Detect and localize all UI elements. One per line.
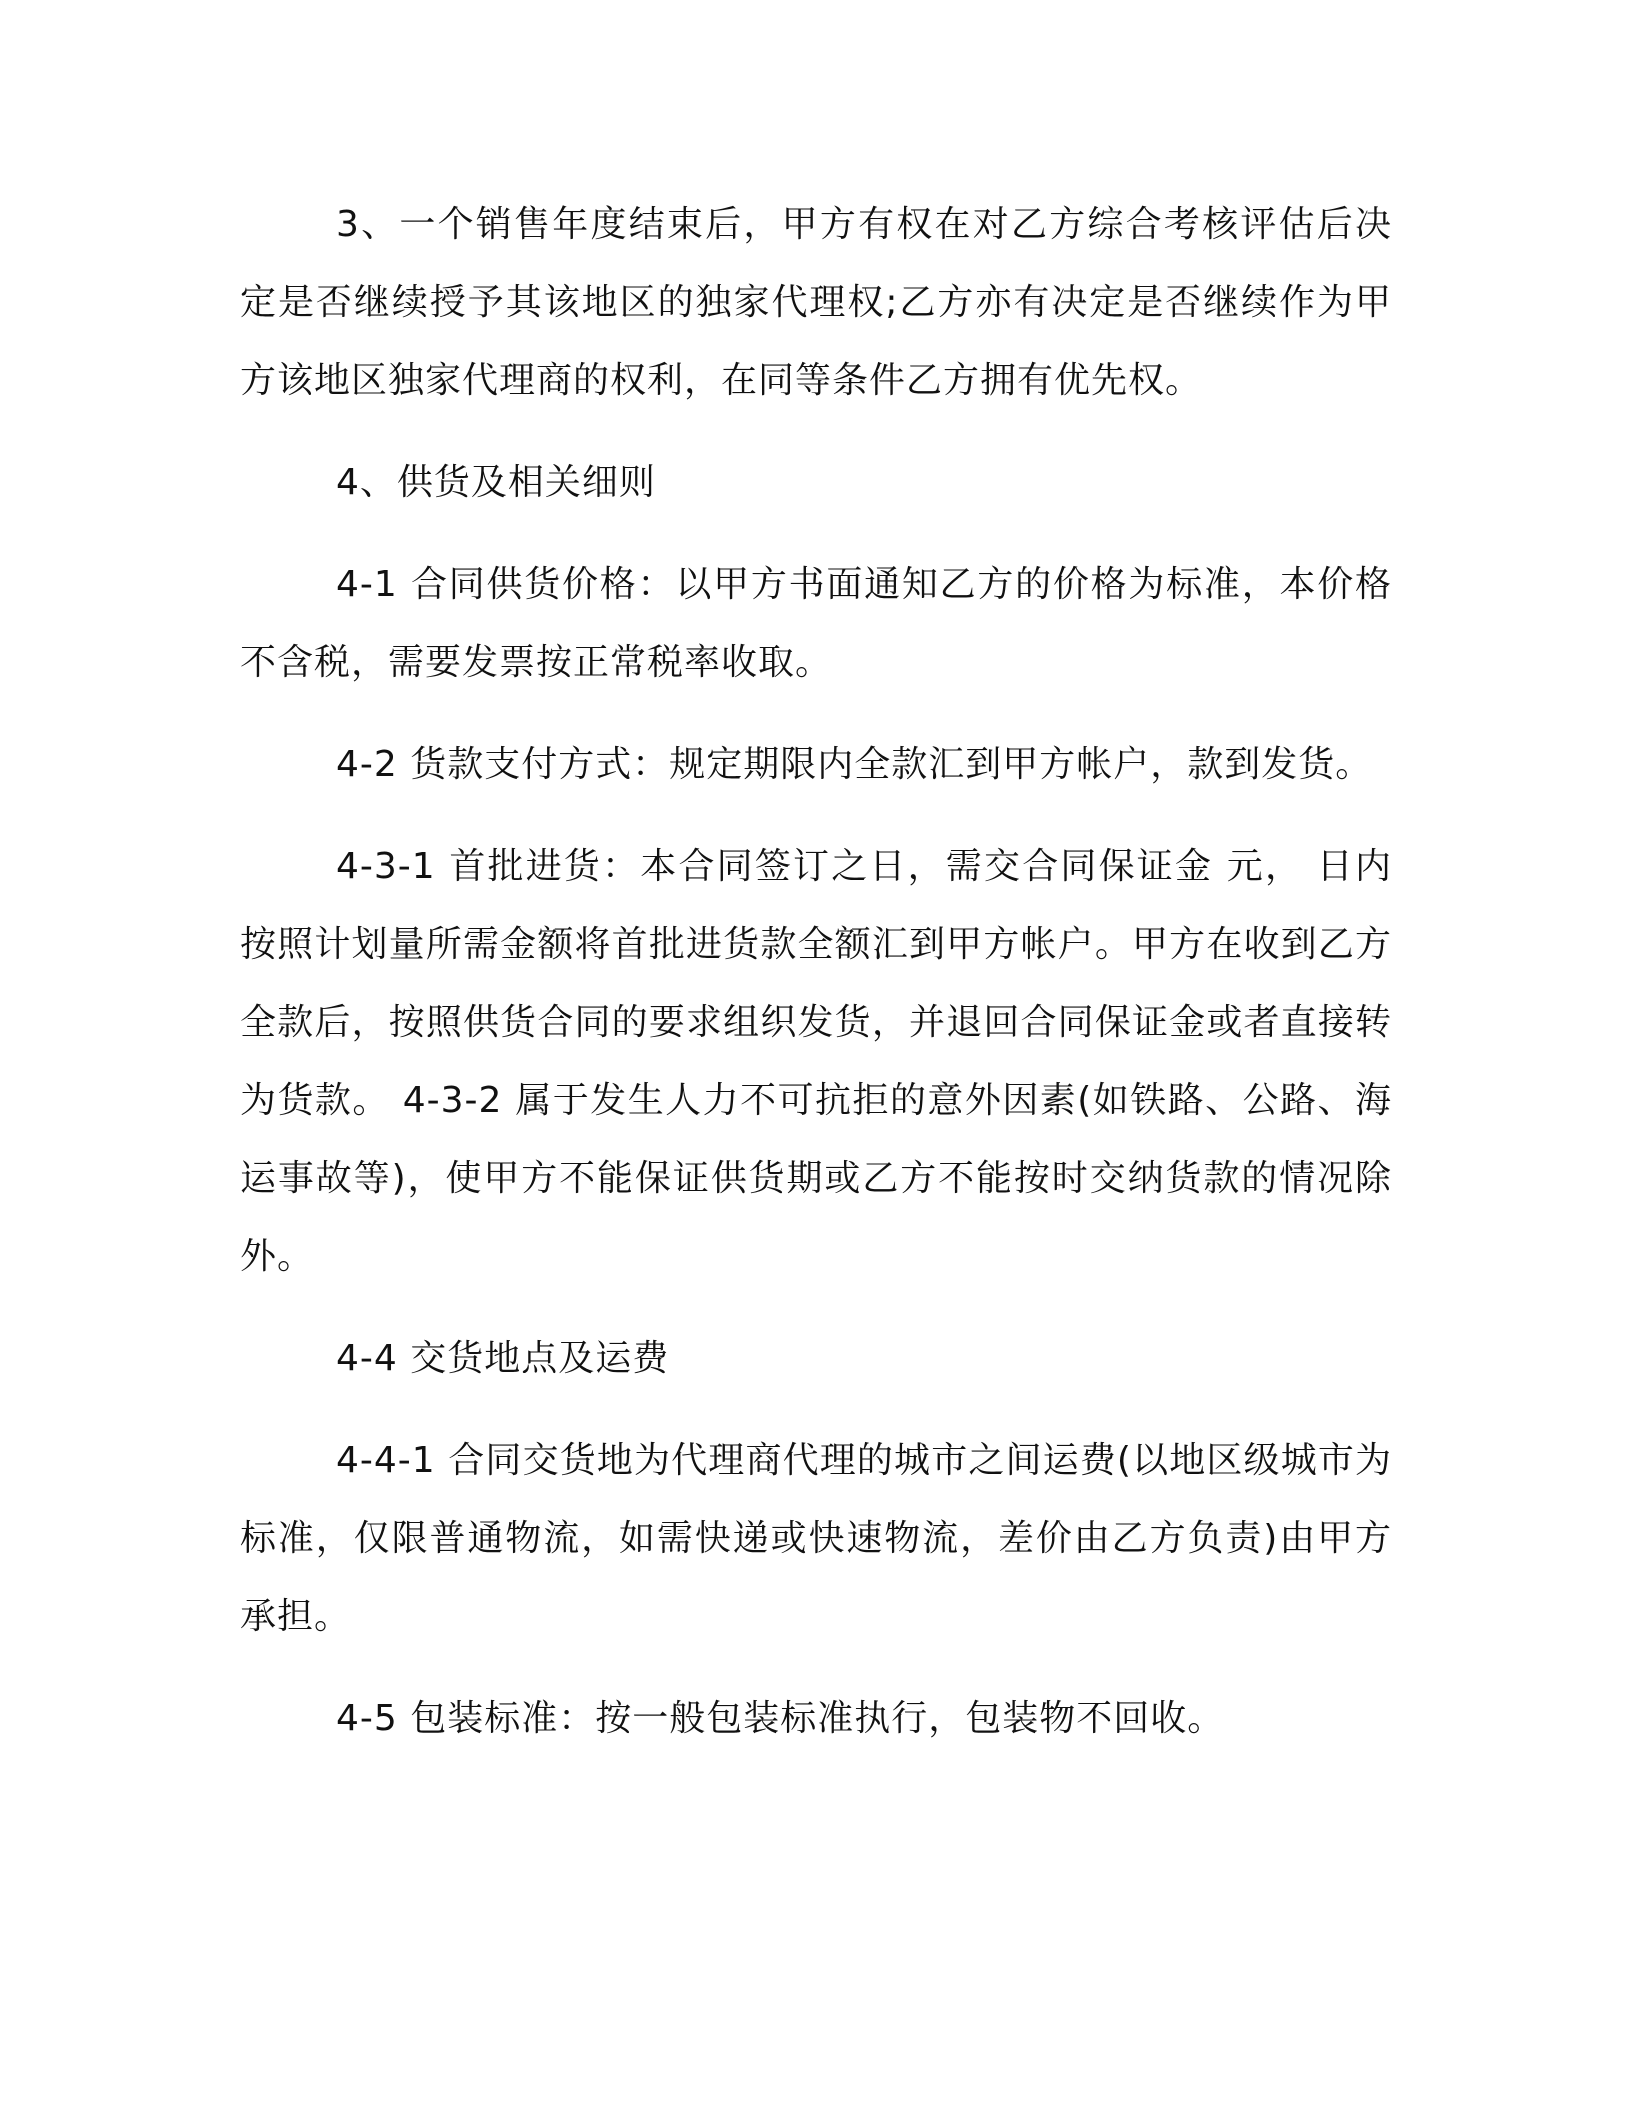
document-body xyxy=(240,186,1392,1782)
paragraph-4-2-payment: 4-2 货款支付方式：规定期限内全款汇到甲方帐户，款到发货。 xyxy=(336,744,1373,785)
paragraph-4-1-price: 4-1 合同供货价格：以甲方书面通知乙方的价格为标准，本价格不含税，需要发票按正常税率收取。 xyxy=(240,564,1392,683)
heading-4-4-delivery: 4-4 交货地点及运费 xyxy=(336,1338,670,1379)
heading-4-supply-rules: 4、供货及相关细则 xyxy=(336,462,656,503)
paragraph-4-4-1-freight: 4-4-1 合同交货地为代理商代理的城市之间运费(以地区级城市为标准，仅限普通物流，如需快递或快速物流，差价由乙方负责)由甲方承担。 xyxy=(240,1440,1392,1637)
paragraph-4-5-packaging: 4-5 包装标准：按一般包装标准执行，包装物不回收。 xyxy=(336,1698,1225,1739)
paragraph-4-3-first-order: 4-3-1 首批进货：本合同签订之日，需交合同保证金 元， 日内按照计划量所需金额将首批进货款全额汇到甲方帐户。甲方在收到乙方全款后，按照供货合同的要求组织发货，并退回合同保证金或者直接转为货款。 4-3-2 属于发生人力不可抗拒的意外因素(如铁路、公路、海运事故等)，使甲方不能保证供货期或乙方不能按时交纳货款的情况除外。 xyxy=(240,846,1392,1277)
paragraph-3-renewal: 3、一个销售年度结束后，甲方有权在对乙方综合考核评估后决定是否继续授予其该地区的独家代理权;乙方亦有决定是否继续作为甲方该地区独家代理商的权利，在同等条件乙方拥有优先权。 xyxy=(240,204,1392,401)
